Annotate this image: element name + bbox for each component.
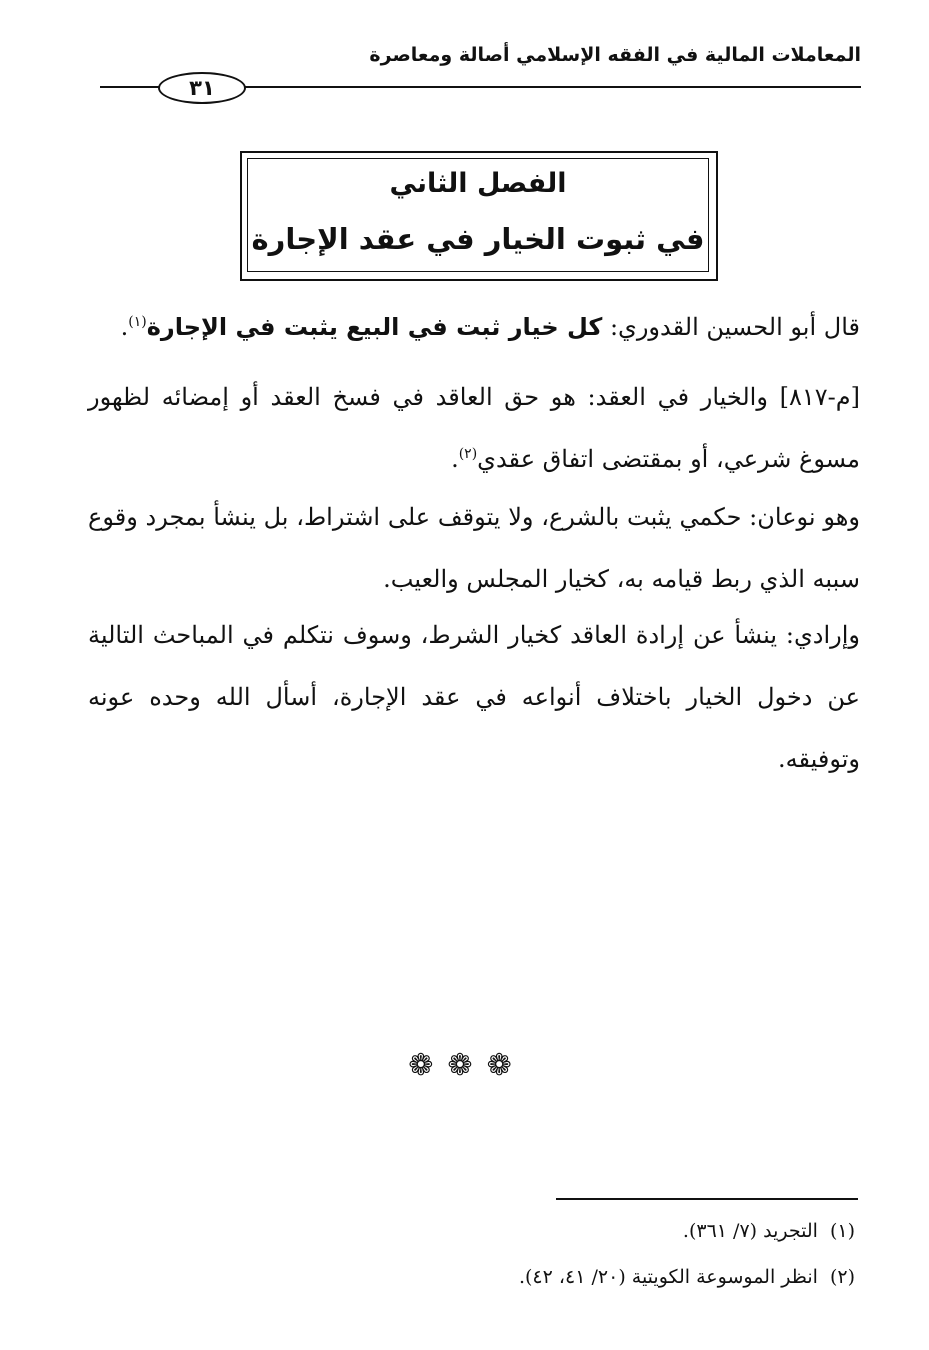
footnote-text: التجريد (٧/ ٣٦١). (682, 1220, 818, 1242)
chapter-number: الفصل الثاني (389, 168, 567, 199)
paragraph-end: . (120, 313, 129, 341)
footnote-rule (556, 1198, 858, 1200)
page-number: ٣١ (158, 72, 246, 104)
definition-text: [م-٨١٧] والخيار في العقد: هو حق العاقد في فسخ العقد أو إمضائه لظهور مسوغ شرعي، أو بمقتضى اتفاق عقدي (88, 383, 860, 473)
footnote-2 (255, 1266, 855, 1288)
quoted-rule: كل خيار ثبت في البيع يثبت في الإجارة (146, 313, 603, 341)
paragraph-definition (88, 366, 860, 490)
footnote-text: انظر الموسوعة الكويتية (٢٠/ ٤١، ٤٢). (518, 1266, 818, 1288)
paragraph-end: . (451, 445, 459, 473)
footnote-number: (١) (829, 1220, 855, 1242)
footnote-ref-1: (١) (128, 314, 147, 330)
paragraph-voluntary: وإرادي: ينشأ عن إرادة العاقد كخيار الشرط، وسوف نتكلم في المباحث التالية عن دخول الخيار باختلاف أنواعه في عقد الإجارة، أسأل الله وحده عونه وتوفيقه. (88, 621, 860, 773)
paragraph-lead: قال أبو الحسين القدوري: (602, 313, 860, 341)
chapter-title: في ثبوت الخيار في عقد الإجارة (251, 222, 705, 256)
footnote-ref-2: (٢) (458, 446, 478, 462)
footnote-1 (255, 1220, 855, 1242)
running-title: المعاملات المالية في الفقه الإسلامي أصالة ومعاصرة (369, 44, 861, 66)
flower-ornament-icon: ❁ (447, 1048, 473, 1083)
flower-ornament-icon: ❁ (486, 1048, 512, 1083)
flower-ornament-icon: ❁ (408, 1048, 434, 1083)
paragraph-quote (88, 296, 860, 358)
footnote-number: (٢) (829, 1266, 855, 1288)
section-end-ornament (360, 1046, 560, 1086)
paragraph-types: وهو نوعان: حكمي يثبت بالشرع، ولا يتوقف على اشتراط، بل ينشأ بمجرد وقوع سببه الذي ربط قيامه به، كخيار المجلس والعيب. (88, 503, 860, 593)
